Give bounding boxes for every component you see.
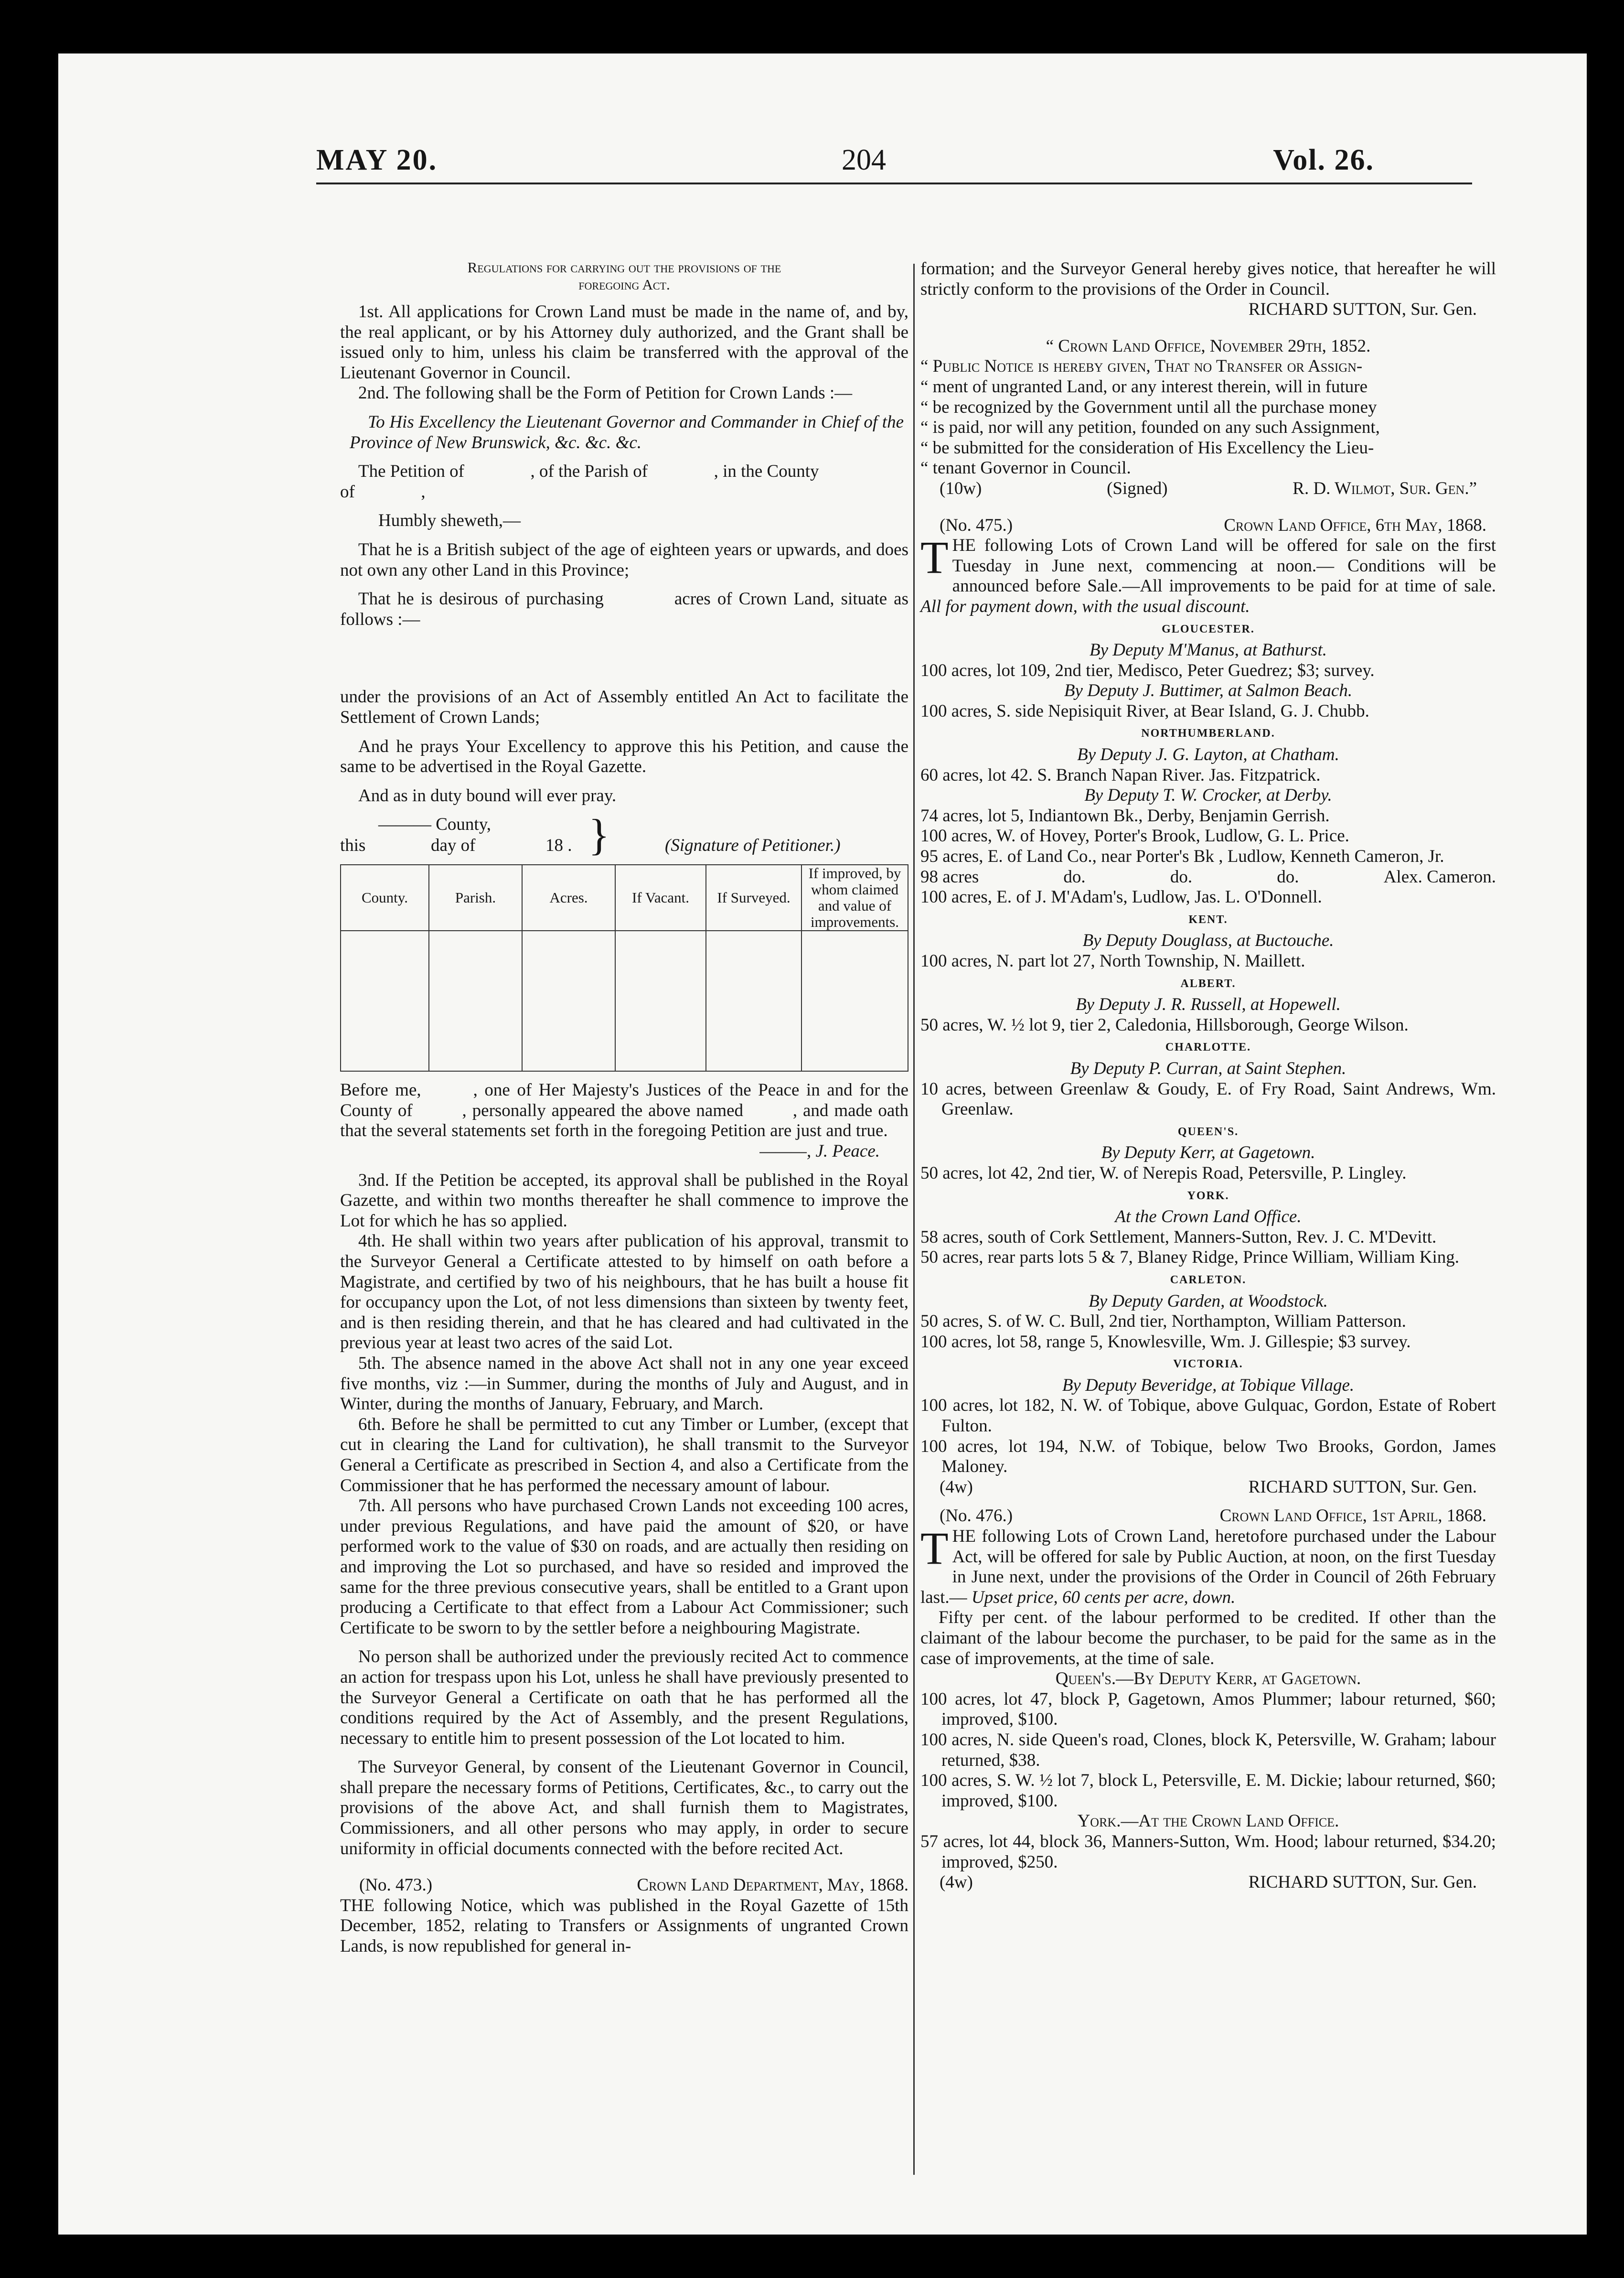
column-rule — [913, 264, 915, 2175]
personally-appeared: , personally appeared the above named — [462, 1100, 744, 1120]
ditto-acres: 98 acres — [920, 867, 979, 887]
signature-this: this — [340, 836, 366, 856]
notice-476-header — [920, 1506, 1496, 1526]
ditto-name: Alex. Cameron. — [1383, 867, 1496, 887]
regulation-1: 1st. All applications for Crown Land must be made in the name of, and by, the real applicant, or by his Attorney duly authorized, and the Grant shall be issued only to him, unless his claim be transferred with the approval of the Lieutenant Governor in Council. — [340, 302, 908, 383]
deputy-douglass: By Deputy Douglass, at Buctouche. — [1082, 931, 1334, 951]
notice-475-number: (No. 475.) — [940, 515, 1013, 535]
fifty-percent-clause: Fifty per cent. of the labour performed to be credited. If other than the claimant of the labour become the purchaser, to be paid for the same as in the case of improvements, at the time of sale. — [920, 1608, 1496, 1668]
county-of-line — [340, 482, 908, 503]
county-victoria: VICTORIA. — [1173, 1358, 1243, 1371]
notice-473-number: (No. 473.) — [359, 1875, 433, 1895]
lot-listing: 100 acres, E. of J. M'Adam's, Ludlow, Jas. L. O'Donnell. — [920, 887, 1322, 907]
lot-listing: 100 acres, S. W. ½ lot 7, block L, Petersville, E. M. Dickie; labour returned, $60; improved, $100. — [920, 1771, 1496, 1811]
lot-listing: 100 acres, lot 109, 2nd tier, Medisco, Peter Guedrez; $3; survey. — [920, 660, 1375, 680]
j-peace: ———, J. Peace. — [759, 1141, 880, 1161]
th-acres: Acres. — [522, 865, 615, 931]
header-rule — [316, 183, 1472, 184]
gazette-page — [58, 54, 1587, 2235]
th-parish: Parish. — [429, 865, 522, 931]
notice-475-body: HE following Lots of Crown Land will be offered for sale on the first Tuesday in June next, commencing at noon.— Conditions will be announced before Sale.—All improvements to be paid for at time of sale. — [952, 536, 1496, 596]
county-carleton: CARLETON. — [1170, 1273, 1247, 1286]
th-if-surveyed: If Surveyed. — [706, 865, 801, 931]
petition-of-label: The Petition of — [358, 462, 464, 482]
petition-table — [340, 864, 908, 1072]
regulation-3: 3nd. If the Petition be accepted, its approval shall be published in the Royal Gazette, and within two months thereafter he shall commence to improve the Lot for which he has so applied. — [340, 1170, 908, 1231]
wilmot-signed: (Signed) — [1107, 478, 1168, 498]
duty-bound-clause: And as in duty bound will ever pray. — [358, 785, 617, 806]
petition-of-line — [340, 462, 908, 482]
notice-473-text: THE following Notice, which was published in the Royal Gazette of 15th December, 1852, relating to Transfers or Assignments of ungranted Crown Lands, is now republished for general in- — [340, 1895, 908, 1956]
notice-476-body: HE following Lots of Crown Land, heretofore purchased under the Labour Act, will be offered for sale by Public Auction, at noon, on the first Tuesday in June next, under the provisions of the Order in Council of 26th February last.— — [920, 1526, 1496, 1607]
public-notice-line: “ Public Notice is hereby given, That no Transfer or Assign- — [920, 356, 1363, 376]
regulation-4: 4th. He shall within two years after publication of his approval, transmit to the Surveyor General a Certificate attested to by himself on oath before a Magistrate, and certified by two of his neighbours, that he has built a house fit for occupancy upon the Lot, of not less dimensions than sixteen by twenty feet, and is then residing therein, and that he has cleared and had cultivated in the previous year at least two acres of the said Lot. — [340, 1231, 908, 1353]
justice-clause — [340, 1080, 908, 1141]
sutton-2-4w: (4w) — [940, 1477, 973, 1497]
desirous-part-2: acres of Crown Land, situate as follows :— — [340, 589, 908, 629]
at-crown-land-office: At the Crown Land Office. — [1115, 1207, 1302, 1227]
lot-listing: 100 acres, N. side Queen's road, Clones, block K, Petersville, W. Graham; labour returned, $38. — [920, 1730, 1496, 1770]
th-if-improved: If improved, by whom claimed and value of improvements. — [801, 865, 908, 931]
notice-476-number: (No. 476.) — [940, 1506, 1013, 1526]
public-notice-line: “ be submitted for the consideration of His Excellency the Lieu- — [920, 438, 1374, 458]
notice-476-dropcap: T — [920, 1523, 949, 1574]
deputy-mcmanus: By Deputy M'Manus, at Bathurst. — [1089, 640, 1327, 660]
lot-listing: 100 acres, S. side Nepisiquit River, at Bear Island, G. J. Chubb. — [920, 701, 1369, 721]
td-vacant — [615, 931, 706, 1071]
sutton-2-name: RICHARD SUTTON, Sur. Gen. — [1248, 1477, 1477, 1497]
notice-475-italic: All for payment down, with the usual discount. — [920, 596, 1250, 616]
ditto-1: do. — [1063, 867, 1086, 887]
signature-day-of: day of — [431, 836, 476, 856]
humbly-sheweth: Humbly sheweth,— — [378, 511, 521, 531]
made-oath: , and made oath that the several statements set forth in the foregoing Petition are just and true. — [340, 1100, 909, 1141]
deputy-kerr: By Deputy Kerr, at Gagetown. — [1101, 1143, 1315, 1163]
signature-county: ——— County, — [378, 815, 491, 835]
desirous-clause — [340, 589, 908, 630]
county-charlotte: CHARLOTTE. — [1165, 1041, 1251, 1054]
lot-listing: 100 acres, lot 182, N. W. of Tobique, above Gulquac, Gordon, Estate of Robert Fulton. — [920, 1396, 1496, 1436]
lot-listing: 100 acres, W. of Hovey, Porter's Brook, Ludlow, G. L. Price. — [920, 826, 1349, 846]
notice-473-header — [340, 1875, 908, 1896]
queens-kerr-heading: Queen's.—By Deputy Kerr, at Gagetown. — [1055, 1669, 1361, 1689]
sutton-3-4w: (4w) — [940, 1872, 973, 1892]
header-volume: Vol. 26. — [1273, 144, 1374, 176]
notice-473-continued: formation; and the Surveyor General hereby gives notice, that hereafter he will strictly conform to the provisions of the Order in Council. — [920, 259, 1496, 299]
of-label: of — [340, 482, 355, 502]
signature-sutton-2 — [920, 1477, 1496, 1498]
office-1852: “ Crown Land Office, November 29th, 1852. — [1046, 336, 1371, 356]
th-county: County. — [341, 865, 429, 931]
lot-listing: 10 acres, between Greenlaw & Goudy, E. of Fry Road, Saint Andrews, Wm. Greenlaw. — [920, 1079, 1496, 1119]
lot-listing: 57 acres, lot 44, block 36, Manners-Sutton, Wm. Hood; labour returned, $34.20; improved, $250. — [920, 1831, 1496, 1872]
signature-sutton-3 — [920, 1872, 1496, 1893]
regulation-6: 6th. Before he shall be permitted to cut any Timber or Lumber, (except that cut in clearing the Land for cultivation), he shall transmit to the Surveyor General a Certificate as prescribed in Section 4, and also a Certificate from the Commissioner that he has performed the necessary amount of labour. — [340, 1414, 908, 1495]
in-county-label: , in the County — [714, 462, 819, 482]
county-queens: QUEEN'S. — [1177, 1125, 1239, 1138]
signature-block — [340, 810, 908, 860]
signature-year: 18 . — [545, 836, 572, 856]
td-parish — [429, 931, 522, 1071]
desirous-part-1: That he is desirous of purchasing — [358, 589, 604, 609]
notice-476-office: Crown Land Office, 1st April, 1868. — [1219, 1506, 1486, 1526]
county-kent: KENT. — [1188, 913, 1228, 926]
justice-of-peace-text: , one of Her Majesty's Justices of the Peace in and for the County of — [340, 1080, 908, 1120]
wilmot-10w: (10w) — [940, 478, 982, 498]
lot-listing-ditto — [920, 867, 1496, 888]
deputy-layton: By Deputy J. G. Layton, at Chatham. — [1077, 745, 1339, 765]
lot-listing: 100 acres, lot 47, block P, Gagetown, Amos Plummer; labour returned, $60; improved, $100. — [920, 1689, 1496, 1730]
deputy-russell: By Deputy J. R. Russell, at Hopewell. — [1076, 995, 1341, 1015]
deputy-curran: By Deputy P. Curran, at Saint Stephen. — [1070, 1058, 1346, 1078]
wilmot-name: R. D. Wilmot, Sur. Gen.” — [1293, 478, 1477, 498]
signature-brace: } — [588, 810, 610, 860]
ditto-2: do. — [1170, 867, 1193, 887]
county-albert: ALBERT. — [1180, 977, 1236, 990]
deputy-garden: By Deputy Garden, at Woodstock. — [1089, 1291, 1328, 1311]
right-column — [920, 259, 1496, 1893]
notice-476-upset: Upset price, 60 cents per acre, down. — [971, 1587, 1236, 1607]
lot-listing: 95 acres, E. of Land Co., near Porter's Bk , Ludlow, Kenneth Cameron, Jr. — [920, 847, 1444, 867]
regulation-7: 7th. All persons who have purchased Crown Lands not exceeding 100 acres, under previous Regulations, and have paid the amount of $20, or have performed work to the value of $30 on roads, and are actually then residing on and improving the Lot so purchased, and have so resided and improved the same for the three previous consecutive years, shall be entitled to a Grant upon producing a Certificate to that effect from a Labour Act Commissioner; such Certificate to be sworn to by the settler before a neighbouring Magistrate. — [340, 1496, 908, 1638]
lot-listing: 50 acres, lot 42, 2nd tier, W. of Nerepis Road, Petersville, P. Lingley. — [920, 1163, 1407, 1183]
before-me: Before me, — [340, 1080, 421, 1100]
regulations-title — [340, 259, 908, 293]
regulations-title-line-2: foregoing Act. — [578, 276, 670, 293]
trespass-clause: No person shall be authorized under the previously recited Act to commence an action for trespass upon his Lot, unless he shall have previously presented to the Surveyor General a Certificate on oath that he has performed all the conditions required by the Act of Assembly, and the present Regulations, necessary to entitle him to present possession of the Lot located to him. — [340, 1647, 908, 1748]
notice-473-department: Crown Land Department, May, 1868. — [637, 1875, 908, 1895]
county-northumberland: NORTHUMBERLAND. — [1141, 727, 1275, 740]
lot-listing: 50 acres, rear parts lots 5 & 7, Blaney Ridge, Prince William, William King. — [920, 1247, 1460, 1268]
petition-address: To His Excellency the Lieutenant Governor and Commander in Chief of the Province of New Brunswick, &c. &c. &c. — [350, 412, 904, 452]
regulation-5: 5th. The absence named in the above Act shall not in any one year exceed five months, viz :—in Summer, during the months of July and August, and in Winter, during the months of January, February, and March. — [340, 1354, 908, 1414]
td-surveyed — [706, 931, 801, 1071]
lot-listing: 74 acres, lot 5, Indiantown Bk., Derby, Benjamin Gerrish. — [920, 806, 1330, 826]
british-subject-clause: That he is a British subject of the age of eighteen years or upwards, and does not own any other Land in this Province; — [340, 539, 908, 580]
lot-listing: 100 acres, lot 58, range 5, Knowlesville, Wm. J. Gillespie; $3 survey. — [920, 1332, 1411, 1352]
sutton-3-name: RICHARD SUTTON, Sur. Gen. — [1248, 1872, 1477, 1892]
petition-table-header — [341, 865, 908, 931]
lot-listing: 100 acres, lot 194, N.W. of Tobique, below Two Brooks, Gordon, James Maloney. — [920, 1436, 1496, 1477]
td-county — [341, 931, 429, 1071]
prays-clause: And he prays Your Excellency to approve this his Petition, and cause the same to be advertised in the Royal Gazette. — [340, 736, 908, 777]
signature-sutton-1: RICHARD SUTTON, Sur. Gen. — [1248, 300, 1477, 320]
td-acres — [522, 931, 615, 1071]
lot-listing: 50 acres, W. ½ lot 9, tier 2, Caledonia, Hillsborough, George Wilson. — [920, 1015, 1409, 1035]
signature-petitioner: (Signature of Petitioner.) — [665, 836, 841, 856]
td-improved — [801, 931, 908, 1071]
ditto-3: do. — [1277, 867, 1299, 887]
county-york: YORK. — [1187, 1189, 1229, 1202]
lot-listing: 58 acres, south of Cork Settlement, Manners-Sutton, Rev. J. C. M'Devitt. — [920, 1227, 1437, 1247]
under-act-clause: under the provisions of an Act of Assembly entitled An Act to facilitate the Settlement of Crown Lands; — [340, 687, 908, 727]
notice-475-header — [920, 516, 1496, 536]
of-comma: , — [421, 482, 426, 502]
public-notice-line: “ tenant Governor in Council. — [920, 458, 1131, 478]
county-gloucester: GLOUCESTER. — [1162, 623, 1255, 635]
header-date: MAY 20. — [316, 144, 438, 176]
lot-listing: 60 acres, lot 42. S. Branch Napan River. Jas. Fitzpatrick. — [920, 765, 1321, 785]
petition-table-body — [341, 931, 908, 1071]
deputy-buttimer: By Deputy J. Buttimer, at Salmon Beach. — [1064, 681, 1353, 701]
regulation-2: 2nd. The following shall be the Form of Petition for Crown Lands :— — [358, 383, 853, 403]
parish-of-label: , of the Parish of — [530, 462, 648, 482]
wilmot-signature — [920, 479, 1496, 499]
page-number: 204 — [842, 144, 886, 176]
regulations-title-line-1: Regulations for carrying out the provisions of the — [467, 259, 781, 276]
deputy-beveridge: By Deputy Beveridge, at Tobique Village. — [1062, 1375, 1355, 1395]
public-notice-line: “ ment of ungranted Land, or any interest therein, will in future — [920, 376, 1368, 397]
forms-clause: The Surveyor General, by consent of the Lieutenant Governor in Council, shall prepare the necessary forms of Petitions, Certificates, &c., to carry out the provisions of the above Act, and shall furnish them to Magistrates, Commissioners, and all other persons who may apply, in order to secure uniformity in official documents connected with the before recited Act. — [340, 1757, 908, 1859]
running-header — [58, 143, 1587, 196]
left-column — [340, 259, 908, 1957]
york-office-heading: York.—At the Crown Land Office. — [1077, 1811, 1339, 1831]
notice-475-office: Crown Land Office, 6th May, 1868. — [1224, 515, 1486, 535]
public-notice-line: “ is paid, nor will any petition, founded on any such Assignment, — [920, 418, 1380, 438]
deputy-crocker: By Deputy T. W. Crocker, at Derby. — [1084, 785, 1332, 806]
notice-475-dropcap: T — [920, 532, 949, 583]
lot-listing: 50 acres, S. of W. C. Bull, 2nd tier, Northampton, William Patterson. — [920, 1311, 1406, 1332]
notice-476-text — [920, 1523, 1496, 1608]
public-notice-1852 — [920, 356, 1496, 479]
lot-listing: 100 acres, N. part lot 27, North Township, N. Maillett. — [920, 951, 1305, 971]
th-if-vacant: If Vacant. — [615, 865, 706, 931]
notice-475-text — [920, 532, 1496, 617]
public-notice-line: “ be recognized by the Government until all the purchase money — [920, 397, 1377, 417]
